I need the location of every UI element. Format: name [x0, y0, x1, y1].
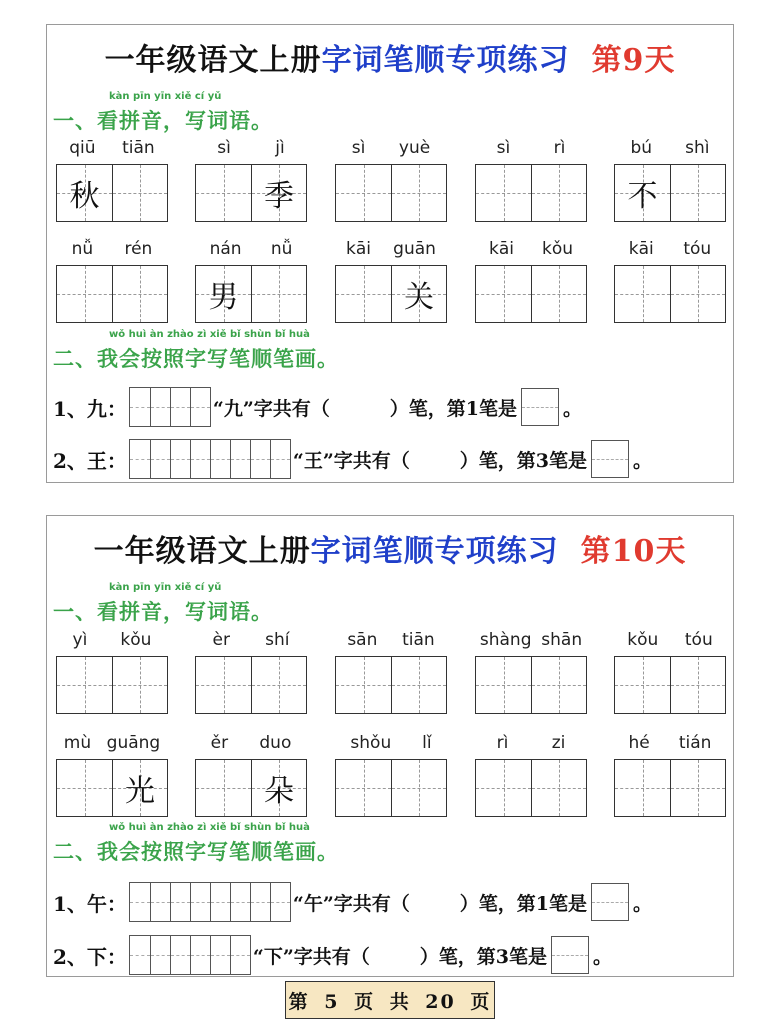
pinyin-2: tiān	[122, 138, 155, 158]
stroke-order-boxes[interactable]	[129, 935, 251, 975]
char-cell[interactable]	[671, 760, 725, 816]
pinyin-1: nǚ	[71, 239, 94, 259]
section-1-text: 一、看拼音，写词语。	[53, 108, 273, 133]
tianzige-boxes[interactable]	[614, 759, 726, 817]
tianzige-boxes[interactable]	[195, 759, 307, 817]
char-cell[interactable]: 关	[404, 280, 434, 315]
pinyin-1: sì	[496, 138, 511, 158]
worksheet-title	[47, 526, 733, 569]
pinyin-2: rì	[553, 138, 566, 158]
pinyin-1: kāi	[628, 239, 654, 259]
pinyin-1: èr	[212, 630, 230, 650]
char-cell[interactable]	[196, 760, 251, 816]
tianzige-boxes[interactable]	[335, 759, 447, 817]
worksheet-day-10	[46, 515, 734, 977]
pinyin-2: shān	[541, 630, 583, 650]
word-item	[475, 733, 587, 825]
word-item	[475, 630, 587, 722]
word-item	[56, 138, 168, 230]
section-2-heading	[53, 329, 339, 373]
pinyin-1: kāi	[488, 239, 514, 259]
char-cell[interactable]	[196, 657, 251, 713]
first-stroke-box[interactable]	[591, 883, 629, 921]
question-end: 。	[593, 945, 613, 968]
char-cell[interactable]	[671, 657, 725, 713]
pinyin-2: guāng	[106, 733, 161, 753]
tianzige-boxes[interactable]	[614, 656, 726, 714]
title-topic: 字词笔顺专项练习	[321, 43, 570, 78]
char-cell[interactable]	[392, 165, 446, 221]
section-1-heading	[53, 91, 273, 135]
char-cell[interactable]: 不	[627, 179, 658, 214]
tianzige-boxes[interactable]	[475, 265, 587, 323]
stroke-question	[53, 387, 582, 427]
char-cell[interactable]	[196, 165, 251, 221]
third-stroke-box[interactable]	[591, 440, 629, 478]
tianzige-boxes[interactable]	[56, 265, 168, 323]
char-cell[interactable]: 秋	[69, 179, 100, 214]
tianzige-boxes[interactable]	[56, 759, 168, 817]
section-2-pinyin: wǒ huì àn zhào zì xiě bǐ shùn bǐ huà	[109, 329, 310, 340]
pinyin-2: yuè	[398, 138, 431, 158]
word-item	[335, 138, 447, 230]
pinyin-1: shǒu	[350, 733, 392, 753]
char-cell[interactable]	[113, 657, 167, 713]
char-cell[interactable]	[113, 266, 167, 322]
pinyin-2: guān	[393, 239, 436, 259]
worksheet-day-9	[46, 24, 734, 483]
question-label: 2、王：	[53, 448, 127, 473]
question-label: 2、下：	[53, 944, 127, 969]
word-item	[195, 138, 307, 230]
pinyin-2: zi	[551, 733, 566, 753]
char-cell[interactable]	[252, 657, 306, 713]
pinyin-1: nán	[209, 239, 242, 259]
word-item	[195, 630, 307, 722]
title-grade: 一年级语文上册	[93, 534, 311, 569]
title-day: 第9天	[591, 43, 676, 78]
pinyin-2: kǒu	[120, 630, 152, 650]
first-stroke-box[interactable]	[521, 388, 559, 426]
tianzige-boxes[interactable]	[335, 164, 447, 222]
pinyin-2: kǒu	[541, 239, 573, 259]
section-2-text: 二、我会按照字写笔顺笔画。	[53, 839, 339, 864]
pinyin-1: mù	[63, 733, 92, 753]
question-label: 1、午：	[53, 891, 127, 916]
pinyin-2: jì	[275, 138, 285, 158]
title-day: 第10天	[580, 534, 687, 569]
pinyin-2: tián	[678, 733, 712, 753]
pinyin-1: ěr	[210, 733, 229, 753]
pinyin-1: rì	[496, 733, 509, 753]
pinyin-2: nǚ	[270, 239, 293, 259]
pinyin-1: bú	[630, 138, 653, 158]
section-2-pinyin: wǒ huì àn zhào zì xiě bǐ shùn bǐ huà	[109, 822, 310, 833]
word-item	[335, 733, 447, 825]
char-cell[interactable]	[57, 266, 112, 322]
pinyin-2: duo	[259, 733, 292, 753]
title-grade: 一年级语文上册	[104, 43, 322, 78]
page-indicator: 第 5 页 共 20 页	[285, 981, 495, 1019]
tianzige-boxes[interactable]	[614, 265, 726, 323]
title-topic: 字词笔顺专项练习	[310, 534, 559, 569]
stroke-order-boxes[interactable]	[129, 387, 211, 427]
question-end: 。	[563, 397, 583, 420]
tianzige-boxes[interactable]	[475, 164, 587, 222]
section-2-text: 二、我会按照字写笔顺笔画。	[53, 346, 339, 371]
char-cell[interactable]	[532, 657, 586, 713]
word-item	[614, 630, 726, 722]
char-cell[interactable]	[615, 760, 670, 816]
word-item	[475, 239, 587, 331]
word-item	[195, 239, 307, 331]
char-cell[interactable]	[336, 266, 391, 322]
char-cell[interactable]	[336, 657, 391, 713]
question-text-2: ）笔，第3笔是	[419, 945, 548, 968]
char-cell[interactable]	[615, 266, 670, 322]
tianzige-boxes[interactable]	[335, 656, 447, 714]
stroke-order-boxes[interactable]	[129, 882, 291, 922]
section-2-heading	[53, 822, 339, 866]
char-cell[interactable]	[57, 657, 112, 713]
question-text-1: “王”字共有（	[292, 449, 410, 472]
char-cell[interactable]	[476, 657, 531, 713]
word-item	[56, 733, 168, 825]
char-cell[interactable]: 季	[264, 179, 294, 214]
char-cell[interactable]	[252, 266, 306, 322]
word-item	[56, 630, 168, 722]
tianzige-boxes[interactable]	[475, 759, 587, 817]
question-text-2: ）笔，第1笔是	[389, 397, 518, 420]
pinyin-1: kǒu	[627, 630, 659, 650]
stroke-order-boxes[interactable]	[129, 439, 291, 479]
section-1-pinyin: kàn pīn yīn xiě cí yǔ	[109, 91, 222, 102]
question-end: 。	[633, 449, 653, 472]
section-1-text: 一、看拼音，写词语。	[53, 599, 273, 624]
pinyin-1: yì	[72, 630, 88, 650]
char-cell[interactable]	[476, 760, 531, 816]
pinyin-2: lǐ	[422, 733, 432, 753]
char-cell[interactable]	[532, 760, 586, 816]
char-cell[interactable]	[113, 165, 167, 221]
pinyin-1: sān	[347, 630, 378, 650]
char-cell[interactable]: 光	[125, 774, 155, 809]
pinyin-2: tóu	[684, 630, 713, 650]
pinyin-1: sì	[217, 138, 231, 158]
char-cell[interactable]	[532, 266, 586, 322]
question-end: 。	[633, 892, 653, 915]
tianzige-boxes[interactable]	[195, 656, 307, 714]
question-label: 1、九：	[53, 396, 127, 421]
tianzige-boxes[interactable]	[475, 656, 587, 714]
tianzige-boxes[interactable]	[56, 656, 168, 714]
question-text-1: “午”字共有（	[292, 892, 410, 915]
stroke-question	[53, 882, 652, 922]
stroke-question	[53, 935, 612, 975]
pinyin-1: sì	[351, 138, 366, 158]
word-item	[614, 733, 726, 825]
tianzige-boxes[interactable]	[335, 265, 447, 323]
section-1-heading	[53, 582, 273, 626]
pinyin-1: kāi	[346, 239, 372, 259]
char-cell[interactable]	[57, 760, 112, 816]
pinyin-1: shàng	[479, 630, 532, 650]
pinyin-2: shí	[265, 630, 290, 650]
pinyin-1: hé	[628, 733, 650, 753]
section-1-pinyin: kàn pīn yīn xiě cí yǔ	[109, 582, 222, 593]
tianzige-boxes[interactable]	[195, 265, 307, 323]
word-item	[56, 239, 168, 331]
stroke-question	[53, 439, 652, 479]
word-item	[614, 138, 726, 230]
pinyin-1: qiū	[69, 138, 96, 158]
pinyin-2: tóu	[683, 239, 712, 259]
question-text-1: “九”字共有（	[212, 397, 330, 420]
char-cell[interactable]	[671, 266, 725, 322]
question-text-2: ）笔，第3笔是	[459, 449, 588, 472]
word-item	[335, 630, 447, 722]
char-cell[interactable]	[476, 266, 531, 322]
char-cell[interactable]: 男	[208, 280, 239, 315]
word-item	[475, 138, 587, 230]
tianzige-boxes[interactable]	[195, 164, 307, 222]
pinyin-2: shì	[685, 138, 710, 158]
tianzige-boxes[interactable]	[56, 164, 168, 222]
char-cell[interactable]	[476, 165, 531, 221]
char-cell[interactable]	[392, 760, 446, 816]
word-item	[195, 733, 307, 825]
pinyin-2: tiān	[402, 630, 435, 650]
third-stroke-box[interactable]	[551, 936, 589, 974]
pinyin-2: rén	[124, 239, 153, 259]
char-cell[interactable]	[532, 165, 586, 221]
worksheet-title	[47, 35, 733, 78]
char-cell[interactable]: 朵	[264, 774, 294, 809]
question-text-1: “下”字共有（	[252, 945, 370, 968]
tianzige-boxes[interactable]	[614, 164, 726, 222]
char-cell[interactable]	[671, 165, 725, 221]
question-text-2: ）笔，第1笔是	[459, 892, 588, 915]
char-cell[interactable]	[336, 760, 391, 816]
char-cell[interactable]	[336, 165, 391, 221]
word-item	[335, 239, 447, 331]
char-cell[interactable]	[392, 657, 446, 713]
word-item	[614, 239, 726, 331]
char-cell[interactable]	[615, 657, 670, 713]
